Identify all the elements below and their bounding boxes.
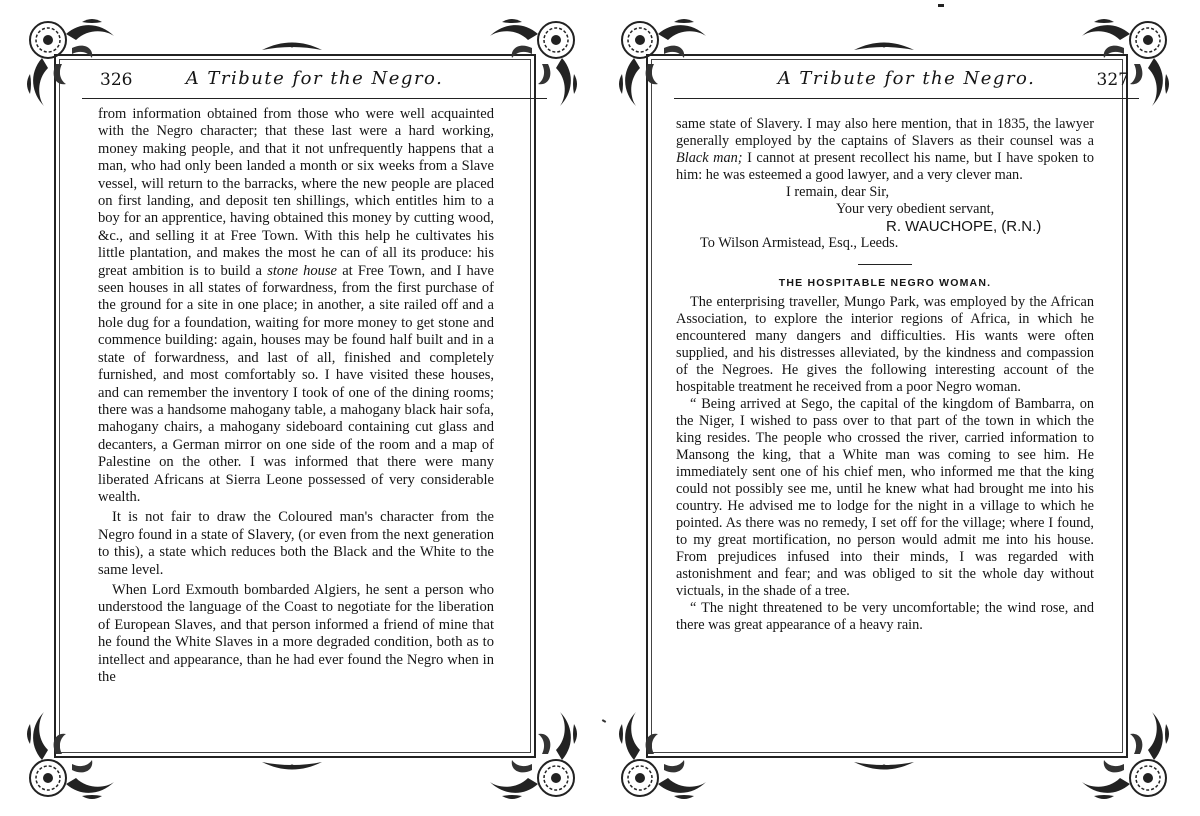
running-title: A Tribute for the Negro. <box>185 68 444 89</box>
paragraph: “ Being arrived at Sego, the capital of the kingdom of Bambarra, on the Niger, I wished to pass over to that part of the town in which the king resides. The people who crossed the river, carried information to Mansong the king, that a White man was coming to see him. He immediately sent one of his chief men, who informed me that the king could not possibly see me, until he knew what had brought me into his country. He advised me to lodge for the night in a village to which he pointed. As there was no remedy, I set off for the village; where I found, to my great mortification, no person would admit me into his house. From prejudices infused into their minds, I was regarded with astonishment and fear; and was obliged to sit the whole day without victuals, in the shade of a tree. <box>676 396 1094 599</box>
scan-mark <box>938 4 944 7</box>
running-header <box>674 66 1139 100</box>
bottom-flourish <box>854 758 914 772</box>
letter-closing-line: Your very obedient servant, <box>836 201 995 217</box>
section-heading: THE HOSPITABLE NEGRO WOMAN. <box>778 277 992 289</box>
corner-ornament-bottom-right <box>1064 694 1174 804</box>
signature: R. WAUCHOPE, (R.N.) <box>886 218 1042 235</box>
top-flourish <box>854 40 914 54</box>
addressee: To Wilson Armistead, Esq., Leeds. <box>700 235 899 251</box>
letter-closing: I remain, dear Sir, <box>786 184 890 200</box>
corner-ornament-bottom-left <box>614 694 724 804</box>
top-flourish <box>262 40 322 54</box>
paragraph: same state of Slavery. I may also here mention, that in 1835, the lawyer generally employed by the captains of Slavers as their counsel was a Black man; I cannot at present recollect his name, but I have spoken to him: he was esteemed a good lawyer, and a very clever man. <box>676 116 1094 183</box>
running-title: A Tribute for the Negro. <box>777 68 1036 89</box>
right-page <box>614 14 1179 804</box>
running-header <box>82 66 547 100</box>
corner-ornament-bottom-right <box>472 694 582 804</box>
paragraph: When Lord Exmouth bombarded Algiers, he sent a person who understood the language of the Coast to negotiate for the liberation of European Slaves, and that person informed a friend of mine that he found the White Slaves in a more degraded condition, both as to intellect and appearance, than he had ever found the Negro when in the <box>98 581 494 685</box>
paragraph: The enterprising traveller, Mungo Park, was employed by the African Association, to explore the interior regions of Africa, in which he encountered many dangers and difficulties. His wants were often supplied, and his distresses alleviated, by the kindness and compassion of the Negroes. He gives the following interesting account of the hospitable treatment he received from a poor Negro woman. <box>676 294 1094 395</box>
body-text <box>98 106 494 686</box>
page-number: 327 <box>1096 70 1129 90</box>
section-divider <box>858 264 912 265</box>
paragraph: “ The night threatened to be very uncomfortable; the wind rose, and there was great appearance of a heavy rain. <box>676 600 1094 633</box>
page-number: 326 <box>100 70 133 90</box>
header-rule <box>674 98 1139 99</box>
corner-ornament-bottom-left <box>22 694 132 804</box>
left-page <box>22 14 587 804</box>
bottom-flourish <box>262 758 322 772</box>
body-text <box>676 116 1094 634</box>
header-rule <box>82 98 547 99</box>
scan-speck <box>602 719 606 723</box>
paragraph: from information obtained from those who were well acquainted with the Negro character; that these last were a hard working, money making people, and that it not unfrequently happens that a man, who had only been landed a month or six weeks from a Slave vessel, will return to the barracks, where the new people are placed on first landing, and deposit ten shillings, which entitles him to a boy for an apprentice, having obtained this money by cutting wood, &c., and selling it at Free Town. With this help he cultivates his little plantation, and makes the most he can of all its produce: his great ambition is to build a stone house at Free Town, and I have seen houses in all states of forwardness, from the first purchase of the ground for a site in one place; in another, a site railed off and a hole dug for a foundation, waiting for more money to get stone and commence building: again, houses may be found half built and in a state of forwardness, and last of all, finished and completely furnished, and most comfortably so. I have visited these houses, and can remember the inventory I took of one of the dining rooms; there was a handsome mahogany table, a mahogany black hair sofa, mahogany chairs, a mahogany sideboard containing cut glass and decanters, a German mirror on one side of the room and a map of Palestine on the other. I was informed that there were many liberated Africans at Sierra Leone possessed of very considerable wealth. <box>98 106 495 505</box>
paragraph: It is not fair to draw the Coloured man's character from the Negro found in a state of Slavery, (or even from the next generation to this), a state which reduces both the Black and the White to the same level. <box>98 509 494 578</box>
